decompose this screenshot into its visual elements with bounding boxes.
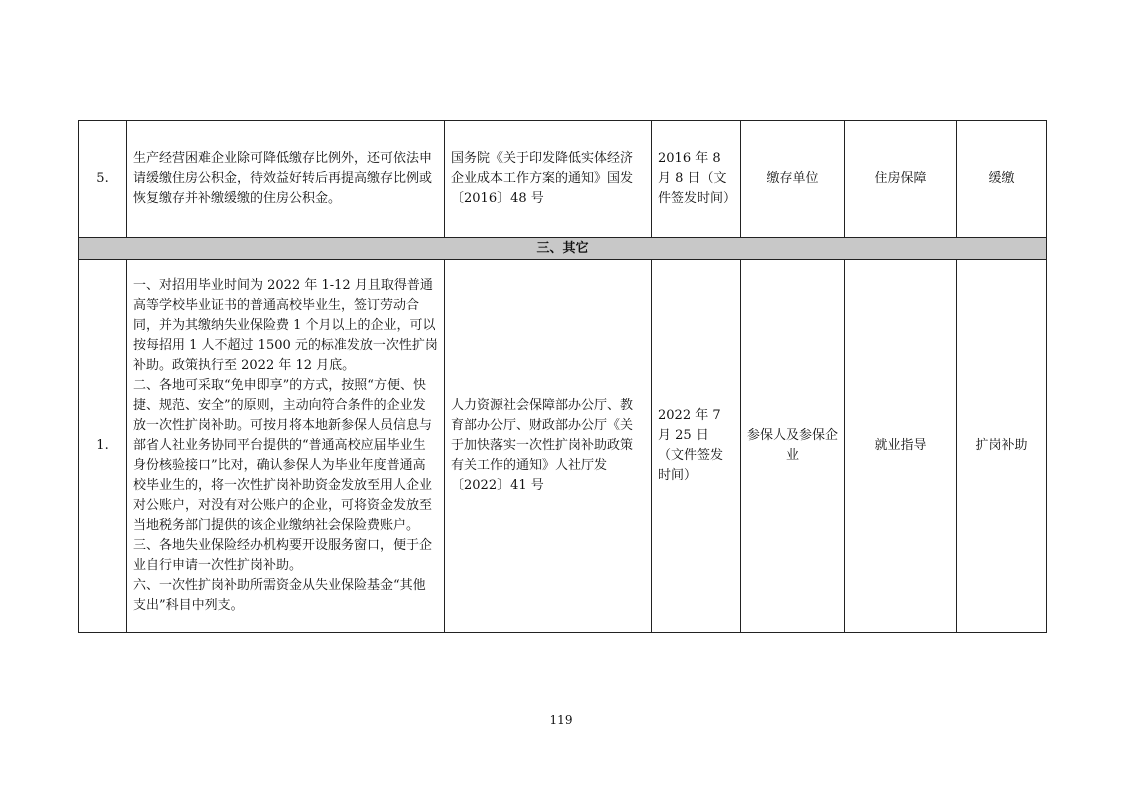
content-paragraph: 三、各地失业保险经办机构要开设服务窗口，便于企业自行申请一次性扩岗补助。 xyxy=(133,538,433,573)
policy-source: 国务院《关于印发降低实体经济企业成本工作方案的通知》国发〔2016〕48 号 xyxy=(445,121,652,238)
row-index: 1. xyxy=(79,260,127,633)
content-paragraph: 一、对招用毕业时间为 2022 年 1-12 月且取得普通高等学校毕业证书的普通高校毕业生，签订劳动合同，并为其缴纳失业保险费 1 个月以上的企业，可以按每招用 1 人不超过 1500 元的标准发放一次性扩岗补助。政策执行至 2022 年 12 月底。 xyxy=(133,278,438,373)
policy-type: 扩岗补助 xyxy=(957,260,1047,633)
policy-type: 缓缴 xyxy=(957,121,1047,238)
policy-table xyxy=(78,120,1047,633)
table-row xyxy=(79,260,1047,633)
policy-target: 缴存单位 xyxy=(741,121,845,238)
policy-content xyxy=(127,260,445,633)
policy-date: 2016 年 8 月 8 日（文件签发时间） xyxy=(652,121,741,238)
policy-category: 就业指导 xyxy=(845,260,957,633)
content-paragraph: 六、一次性扩岗补助所需资金从失业保险基金“其他支出”科目中列支。 xyxy=(133,578,426,613)
section-header-row xyxy=(79,238,1047,260)
content-paragraph: 二、各地可采取“免申即享”的方式，按照“方便、快捷、规范、安全”的原则，主动向符合条件的企业发放一次性扩岗补助。可按月将本地新参保人员信息与部省人社业务协同平台提供的“普通高校应届毕业生身份核验接口”比对，确认参保人为毕业年度普通高校毕业生的，将一次性扩岗补助资金发放至用人企业对公账户，对没有对公账户的企业，可将资金发放至当地税务部门提供的该企业缴纳社会保险费账户。 xyxy=(133,378,433,533)
policy-date: 2022 年 7 月 25 日（文件签发时间） xyxy=(652,260,741,633)
table-row xyxy=(79,121,1047,238)
page-number: 119 xyxy=(549,713,573,727)
policy-target: 参保人及参保企业 xyxy=(741,260,845,633)
section-title: 三、其它 xyxy=(79,238,1047,260)
policy-source: 人力资源社会保障部办公厅、教育部办公厅、财政部办公厅《关于加快落实一次性扩岗补助政策有关工作的通知》人社厅发〔2022〕41 号 xyxy=(445,260,652,633)
policy-category: 住房保障 xyxy=(845,121,957,238)
policy-content: 生产经营困难企业除可降低缴存比例外，还可依法申请缓缴住房公积金，待效益好转后再提高缴存比例或恢复缴存并补缴缓缴的住房公积金。 xyxy=(127,121,445,238)
row-index: 5. xyxy=(79,121,127,238)
